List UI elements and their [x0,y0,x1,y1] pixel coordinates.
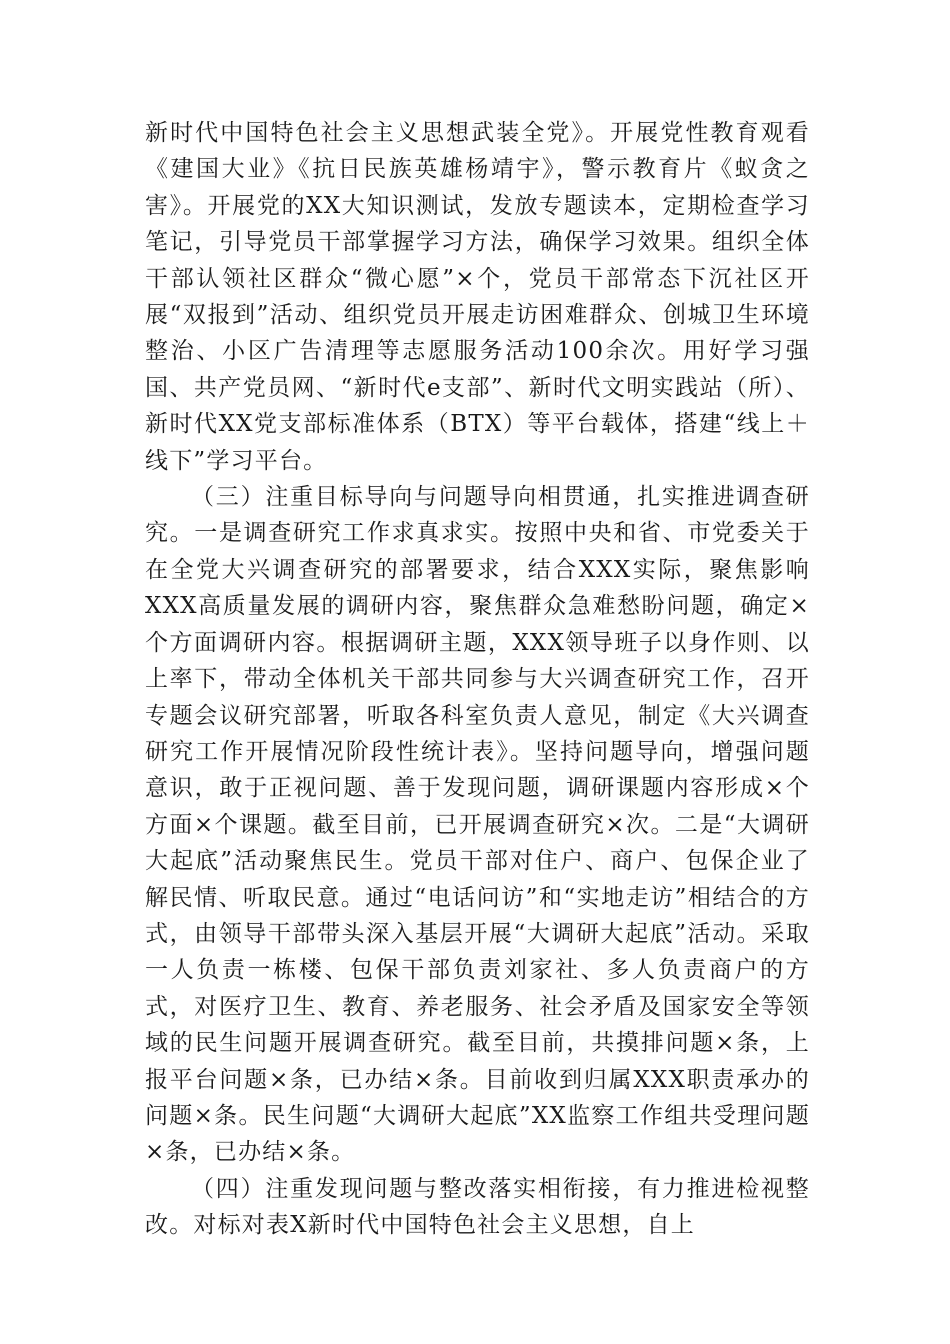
paragraph-section-four-rectification: （四）注重发现问题与整改落实相衔接，有力推进检视整改。对标对表X新时代中国特色社会主义思想，自上 [145,1175,810,1239]
document-body [145,115,810,1244]
paragraph-study-activities: 新时代中国特色社会主义思想武装全党》。开展党性教育观看《建国大业》《抗日民族英雄杨靖宇》，警示教育片《蚁贪之害》。开展党的XX大知识测试，发放专题读本，定期检查学习笔记，引导党员干部掌握学习方法，确保学习效果。组织全体干部认领社区群众“微心愿”×个，党员干部常态下沉社区开展“双报到”活动、组织党员开展走访困难群众、创城卫生环境整治、小区广告清理等志愿服务活动100余次。用好学习强国、共产党员网、“新时代e支部”、新时代文明实践站（所）、新时代XX党支部标准体系（BTX）等平台载体，搭建“线上＋线下”学习平台。 [145,120,810,474]
paragraph-section-three-research: （三）注重目标导向与问题导向相贯通，扎实推进调查研究。一是调查研究工作求真求实。按照中央和省、市党委关于在全党大兴调查研究的部署要求，结合XXX实际，聚焦影响XXX高质量发展的调研内容，聚焦群众急难愁盼问题，确定×个方面调研内容。根据调研主题，XXX领导班子以身作则、以上率下，带动全体机关干部共同参与大兴调查研究工作，召开专题会议研究部署，听取各科室负责人意见，制定《大兴调查研究工作开展情况阶段性统计表》。坚持问题导向，增强问题意识，敢于正视问题、善于发现问题，调研课题内容形成×个方面×个课题。截至目前，已开展调查研究×次。二是“大调研大起底”活动聚焦民生。党员干部对住户、商户、包保企业了解民情、听取民意。通过“电话问访”和“实地走访”相结合的方式，由领导干部带头深入基层开展“大调研大起底”活动。采取一人负责一栋楼、包保干部负责刘家社、多人负责商户的方式，对医疗卫生、教育、养老服务、社会矛盾及国家安全等领域的民生问题开展调查研究。截至目前，共摸排问题×条，上报平台问题×条，已办结×条。目前收到归属XXX职责承办的问题×条。民生问题“大调研大起底”XX监察工作组共受理问题×条，已办结×条。 [145,484,810,1166]
